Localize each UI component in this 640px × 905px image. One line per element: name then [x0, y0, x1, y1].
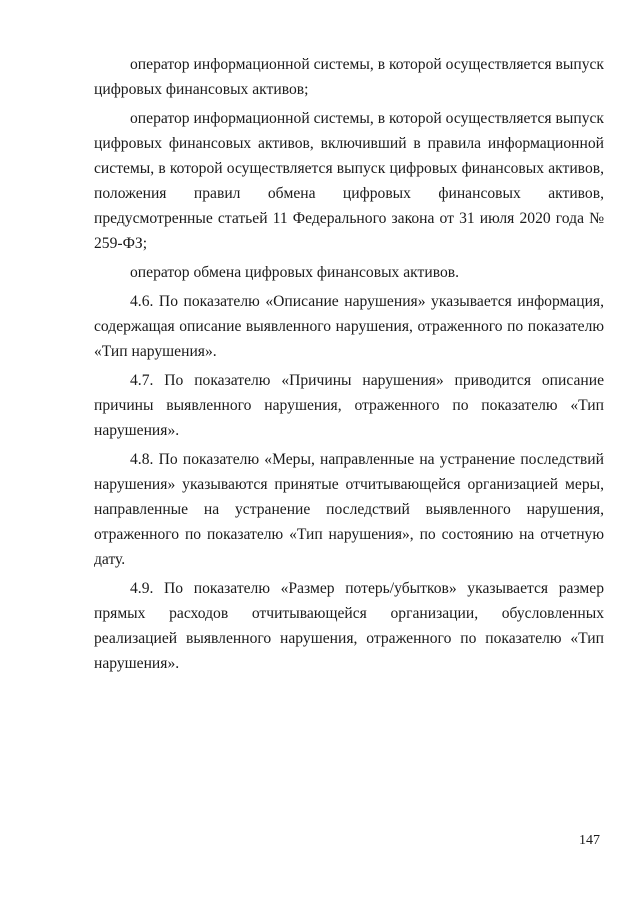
paragraph-operator-info-system: оператор информационной системы, в которой осуществляется выпуск цифровых финансовых активов;	[94, 56, 604, 98]
paragraph-4-9: 4.9. По показателю «Размер потерь/убытков» указывается размер прямых расходов отчитывающейся организации, обусловленных реализацией выявленного нарушения, отраженного по показателю «Тип нарушения».	[94, 580, 604, 672]
page-number: 147	[579, 833, 600, 848]
paragraph-4-7: 4.7. По показателю «Причины нарушения» приводится описание причины выявленного нарушения, отраженного по показателю «Тип нарушения».	[94, 372, 604, 439]
paragraph-operator-info-system-exchange: оператор информационной системы, в которой осуществляется выпуск цифровых финансовых активов, включивший в правила информационной системы, в которой осуществляется выпуск цифровых финансовых активов, положения правил обмена цифровых финансовых активов, предусмотренные статьей 11 Федерального закона от 31 июля 2020 года № 259-ФЗ;	[94, 110, 604, 252]
document-body	[94, 52, 604, 680]
paragraph-operator-exchange: оператор обмена цифровых финансовых активов.	[130, 264, 460, 281]
paragraph-4-6: 4.6. По показателю «Описание нарушения» указывается информация, содержащая описание выявленного нарушения, отраженного по показателю «Тип нарушения».	[94, 293, 604, 360]
paragraph-4-8: 4.8. По показателю «Меры, направленные на устранение последствий нарушения» указываются принятые отчитывающейся организацией меры, направленные на устранение последствий выявленного нарушения, отраженного по показателю «Тип нарушения», по состоянию на отчетную дату.	[94, 451, 604, 568]
